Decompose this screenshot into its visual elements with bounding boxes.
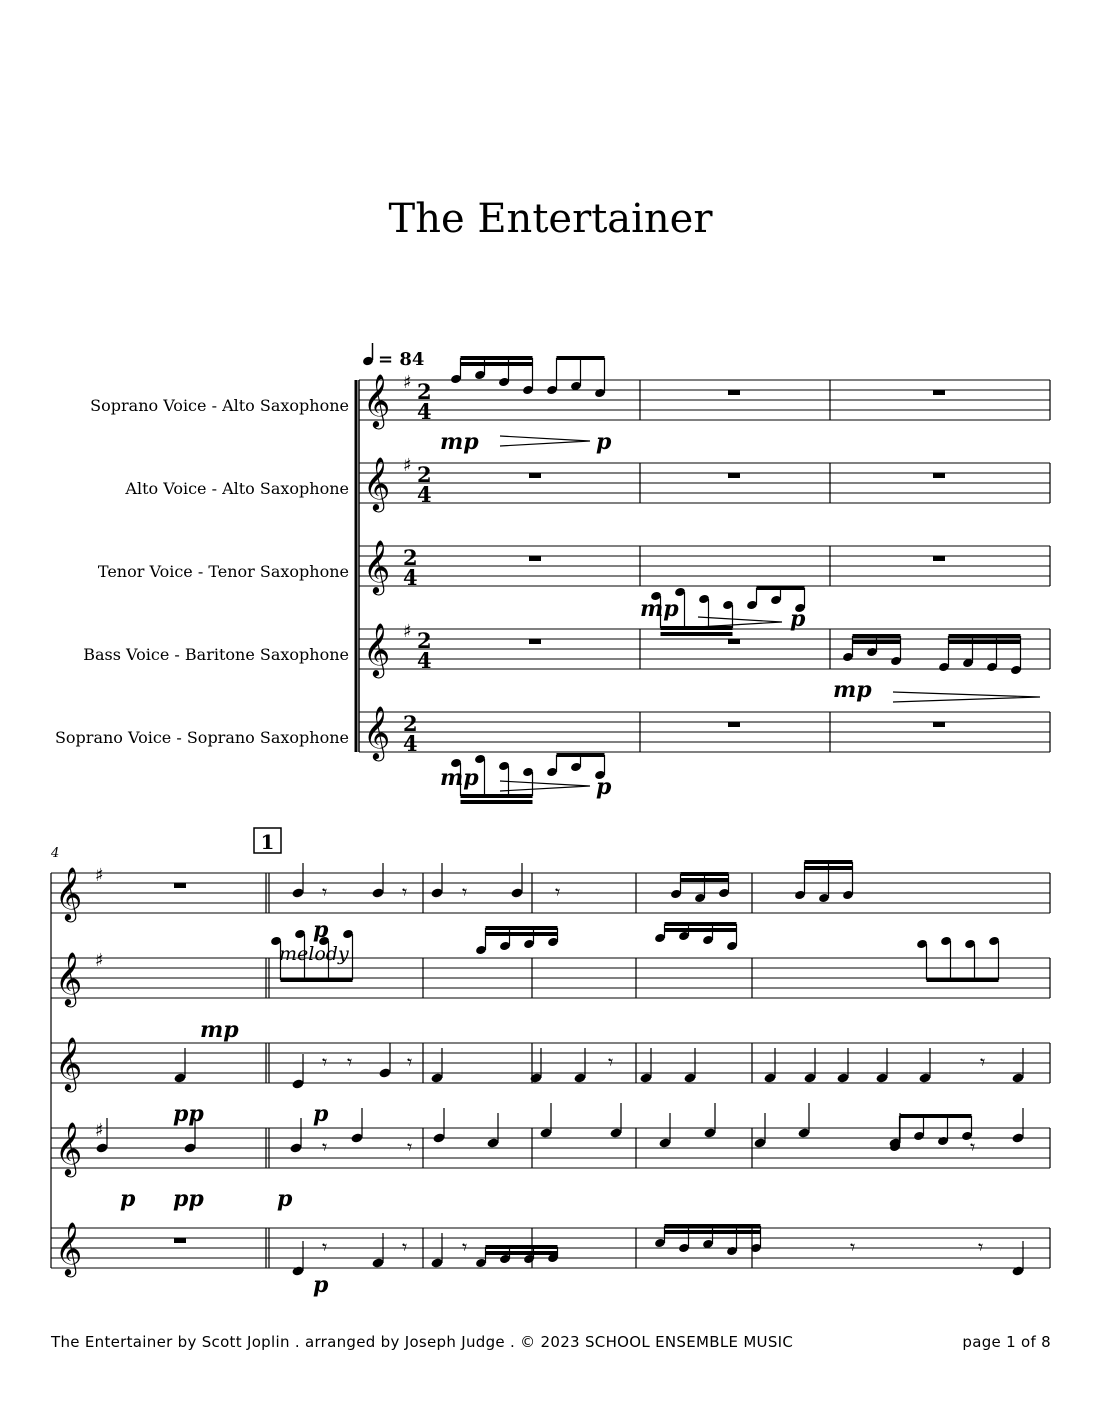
system-2	[51, 862, 1050, 1277]
time-signature-bottom: 4	[403, 565, 418, 590]
dynamic-mp: mp	[833, 677, 872, 703]
dynamic-p: p	[277, 1186, 293, 1212]
dynamic-p: p	[313, 917, 329, 943]
eighth-rest-icon: 𝄾	[322, 1135, 328, 1159]
key-signature-sharp-icon: ♯	[403, 455, 412, 476]
key-signature-sharp-icon: ♯	[403, 372, 412, 393]
dynamic-p: p	[120, 1186, 136, 1212]
treble-clef-icon: 𝄞	[55, 866, 83, 920]
instrument-label-2: Alto Voice - Alto Saxophone	[125, 479, 349, 498]
key-signature-sharp-icon: ♯	[95, 950, 104, 971]
time-signature-top: 2	[403, 545, 418, 570]
dynamic-p: p	[596, 774, 612, 800]
time-signature-top: 2	[403, 711, 418, 736]
treble-clef-icon: 𝄞	[363, 539, 391, 593]
staff	[51, 950, 1050, 1007]
time-signature-bottom: 4	[417, 482, 432, 507]
treble-clef-icon: 𝄞	[363, 705, 391, 759]
rehearsal-mark-text: 1	[260, 830, 275, 854]
eighth-rest-icon: 𝄾	[402, 880, 408, 904]
tempo-marking	[362, 343, 424, 370]
whole-rest	[728, 390, 740, 395]
whole-rest	[933, 722, 945, 727]
whole-rest	[728, 639, 740, 644]
dynamic-p: p	[313, 1272, 329, 1298]
time-signature-bottom: 4	[417, 648, 432, 673]
eighth-rest-icon: 𝄾	[322, 1050, 328, 1074]
footer-credit: The Entertainer by Scott Joplin . arranged by Joseph Judge . © 2023 SCHOOL ENSEMBLE MUSIC	[51, 1333, 794, 1351]
time-signature-bottom: 4	[403, 731, 418, 756]
eighth-rest-icon: 𝄾	[980, 1050, 986, 1074]
treble-clef-icon: 𝄞	[363, 373, 391, 427]
treble-clef-icon: 𝄞	[55, 951, 83, 1005]
dynamic-p: p	[790, 606, 806, 632]
key-signature-sharp-icon: ♯	[95, 1120, 104, 1141]
instrument-label-1: Soprano Voice - Alto Saxophone	[90, 396, 349, 415]
whole-rest	[529, 639, 541, 644]
instrument-label-5: Soprano Voice - Soprano Saxophone	[54, 728, 349, 747]
eighth-rest-icon: 𝄾	[850, 1235, 856, 1259]
whole-rest	[933, 473, 945, 478]
dynamic-mp: mp	[640, 596, 679, 622]
treble-clef-icon: 𝄞	[55, 1121, 83, 1175]
time-signature-top: 2	[417, 379, 432, 404]
eighth-rest-icon: 𝄾	[462, 1235, 468, 1259]
dynamic-pp: pp	[173, 1186, 204, 1212]
time-signature-bottom: 4	[417, 399, 432, 424]
instrument-label-3: Tenor Voice - Tenor Saxophone	[97, 562, 349, 581]
eighth-rest-icon: 𝄾	[407, 1135, 413, 1159]
treble-clef-icon: 𝄞	[55, 1221, 83, 1275]
dynamic-p: p	[596, 429, 612, 455]
whole-rest	[728, 473, 740, 478]
staff	[359, 705, 1050, 761]
eighth-rest-icon: 𝄾	[322, 1235, 328, 1259]
whole-rest	[174, 1238, 186, 1243]
time-signature-top: 2	[417, 462, 432, 487]
instrument-label-4: Bass Voice - Baritone Saxophone	[83, 645, 349, 664]
tempo-text: = 84	[378, 349, 425, 370]
eighth-rest-icon: 𝄾	[322, 880, 328, 904]
eighth-rest-icon: 𝄾	[608, 1050, 614, 1074]
treble-clef-icon: 𝄞	[55, 1036, 83, 1090]
system-1	[356, 358, 1050, 802]
measure-number: 4	[51, 846, 60, 861]
treble-clef-icon: 𝄞	[363, 622, 391, 676]
dynamic-mp: mp	[200, 1017, 239, 1043]
whole-rest	[174, 883, 186, 888]
page-number: page 1 of 8	[962, 1333, 1051, 1351]
dynamic-mp: mp	[440, 429, 479, 455]
whole-rest	[933, 390, 945, 395]
dynamic-p: p	[313, 1101, 329, 1127]
dynamic-pp: pp	[173, 1101, 204, 1127]
whole-rest	[933, 556, 945, 561]
eighth-rest-icon: 𝄾	[402, 1235, 408, 1259]
staff	[359, 539, 1050, 595]
time-signature-top: 2	[417, 628, 432, 653]
eighth-rest-icon: 𝄾	[347, 1050, 353, 1074]
staff	[51, 865, 1050, 922]
eighth-rest-icon: 𝄾	[555, 880, 561, 904]
score-title: The Entertainer	[388, 196, 713, 242]
eighth-rest-icon: 𝄾	[978, 1235, 984, 1259]
eighth-rest-icon: 𝄾	[970, 1135, 976, 1159]
dynamic-mp: mp	[440, 765, 479, 791]
whole-rest	[728, 722, 740, 727]
melody-text: melody	[279, 943, 349, 965]
eighth-rest-icon: 𝄾	[407, 1050, 413, 1074]
staff	[359, 455, 1050, 512]
eighth-rest-icon: 𝄾	[462, 880, 468, 904]
whole-rest	[529, 473, 541, 478]
key-signature-sharp-icon: ♯	[95, 865, 104, 886]
hairpins	[500, 436, 1040, 791]
whole-rest	[529, 556, 541, 561]
treble-clef-icon: 𝄞	[363, 456, 391, 510]
staff	[51, 1036, 1050, 1092]
rehearsal-mark	[254, 828, 281, 854]
key-signature-sharp-icon: ♯	[403, 621, 412, 642]
staff	[359, 372, 1050, 429]
